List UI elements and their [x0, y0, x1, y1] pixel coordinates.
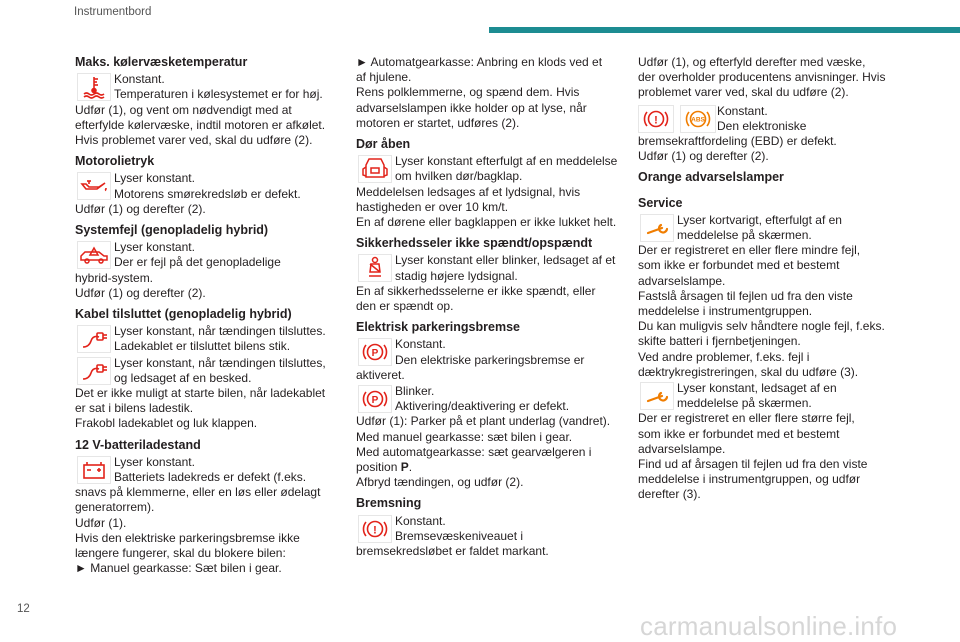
brake-warning-icon: [638, 105, 674, 133]
door-text-2: hastigheden er over 10 km/t.: [356, 199, 509, 214]
ebd-text-1: bremsekraftfordeling (EBD) er defekt.: [638, 134, 837, 149]
coolant-state: Konstant.: [114, 72, 165, 87]
parking-brake-text-2: Med manuel gearkasse: sæt bilen i gear.: [356, 429, 573, 444]
parking-brake-lamp-row-b: [356, 384, 626, 414]
col3-intro-1: Udfør (1), og efterfyld derefter med væske,: [638, 55, 866, 69]
service-meaning-a: meddelelse på skærmen.: [677, 228, 812, 243]
service-a-text-9: dæktrykregistreringen, skal du udføre (3).: [638, 364, 859, 379]
service-a-text-3: advarselslampe.: [638, 273, 726, 288]
cable-state-b: Lyser konstant, når tændingen tilsluttes,: [114, 355, 326, 370]
system-fault-state: Lyser konstant.: [114, 240, 195, 255]
battery-icon: [75, 455, 113, 485]
position-p: P: [400, 460, 409, 475]
service-a-text-2: som ikke er forbundet med et bestemt: [638, 258, 840, 273]
parking-brake-text-1: Udfør (1): Parker på et plant underlag (vandret).: [356, 414, 611, 429]
service-wrench-icon: [638, 213, 676, 243]
door-text-3: En af dørene eller bagklappen er ikke lukket helt.: [356, 215, 617, 230]
service-lamp-row-a: [638, 213, 908, 243]
battery-text-2: generatorrem).: [75, 500, 155, 515]
seatbelt-text-2: den er spændt op.: [356, 299, 454, 314]
oil-lamp-row: [75, 171, 345, 201]
column-2: [356, 55, 626, 559]
parking-brake-icon: [356, 337, 394, 367]
service-a-text-4: Fastslå årsagen til fejlen ud fra den viste: [638, 288, 853, 303]
seatbelt-meaning: stadig højere lydsignal.: [395, 268, 518, 283]
door-meaning: om hvilken dør/bagklap.: [395, 169, 523, 184]
system-fault-lamp-row: [75, 240, 345, 270]
parking-brake-lamp-row-a: [356, 337, 626, 367]
cable-text-1: Det er ikke muligt at starte bilen, når ladekablet: [75, 386, 326, 401]
service-b-text-4: Find ud af årsagen til fejlen ud fra den viste: [638, 457, 868, 472]
col2-intro-3: Rens polklemmerne, og spænd dem. Hvis: [356, 85, 580, 100]
ebd-state: Konstant.: [717, 103, 768, 118]
service-wrench-icon: [638, 381, 676, 411]
system-fault-text-1: hybrid-system.: [75, 270, 154, 285]
column-1: [75, 55, 345, 577]
oil-meaning: Motorens smørekredsløb er defekt.: [114, 186, 301, 201]
service-lamp-row-b: [638, 381, 908, 411]
seatbelt-heading: Sikkerhedsseler ikke spændt/opspændt: [356, 236, 593, 251]
hybrid-system-fault-icon: [75, 240, 113, 270]
coolant-temperature-icon: [75, 72, 113, 102]
service-b-text-1: Der er registreret en eller flere større fejl,: [638, 411, 855, 426]
battery-text-6: ► Manuel gearkasse: Sæt bilen i gear.: [75, 561, 282, 576]
cable-state-a: Lyser konstant, når tændingen tilsluttes.: [114, 324, 326, 339]
parking-brake-after: aktiveret.: [356, 367, 405, 382]
ebd-text-2: Udfør (1) og derefter (2).: [638, 149, 769, 164]
system-fault-heading: Systemfejl (genopladelig hybrid): [75, 223, 269, 238]
battery-text-3: Udfør (1).: [75, 515, 127, 530]
service-heading: Service: [638, 195, 683, 210]
svg-text:P: P: [371, 348, 379, 360]
parking-brake-meaning-b: Aktivering/deaktivering er defekt.: [395, 399, 570, 414]
parking-brake-heading: Elektrisk parkeringsbremse: [356, 320, 520, 335]
parking-brake-state-b: Blinker.: [395, 384, 435, 399]
parking-brake-position: [356, 460, 626, 475]
position-prefix: position: [356, 460, 401, 475]
oil-text-1: Udfør (1) og derefter (2).: [75, 201, 206, 216]
seatbelt-icon: [356, 253, 394, 283]
door-text-1: Meddelelsen ledsages af et lydsignal, hvis: [356, 184, 581, 199]
watermark: carmanualsonline.info: [640, 611, 898, 641]
brake-warning-icon: [356, 514, 394, 544]
coolant-heading: Maks. kølervæsketemperatur: [75, 55, 248, 69]
service-a-text-8: Ved andre problemer, f.eks. fejl i: [638, 349, 810, 364]
cable-lamp-row-b: [75, 356, 345, 386]
parking-brake-last: Afbryd tændingen, og udfør (2).: [356, 475, 524, 490]
col2-intro-1: ► Automatgearkasse: Anbring en klods ved et: [356, 55, 603, 69]
svg-text:!: !: [373, 524, 377, 537]
cable-meaning-a: Ladekablet er tilsluttet bilens stik.: [114, 339, 291, 354]
coolant-text-1: Udfør (1), og vent om nødvendigt med at: [75, 102, 292, 117]
braking-heading: Bremsning: [356, 496, 422, 511]
service-a-text-7: skifte batteri i fjernbetjeningen.: [638, 334, 801, 349]
parking-brake-meaning-a: Den elektriske parkeringsbremse er: [395, 352, 585, 367]
service-a-text-1: Der er registreret en eller flere mindre fejl,: [638, 243, 861, 258]
coolant-meaning: Temperaturen i kølesystemet er for høj.: [114, 87, 323, 102]
service-a-text-5: meddelelse i instrumentgruppen.: [638, 304, 813, 319]
battery-heading: 12 V-batteriladestand: [75, 437, 201, 452]
charging-cable-icon: [75, 356, 113, 386]
battery-state: Lyser konstant.: [114, 454, 195, 469]
seatbelt-state: Lyser konstant eller blinker, ledsaget af et: [395, 253, 616, 268]
braking-text-1: bremsekredsløbet er faldet markant.: [356, 544, 549, 559]
door-open-icon: [356, 154, 394, 184]
seatbelt-text-1: En af sikkerhedsselerne er ikke spændt, eller: [356, 283, 596, 298]
charging-cable-icon: [75, 324, 113, 354]
coolant-text-2: efterfylde kølervæske, indtil motoren er afkølet.: [75, 117, 326, 132]
col2-intro-5: motoren er startet, udføres (2).: [356, 115, 520, 130]
seatbelt-lamp-row: [356, 253, 626, 283]
ebd-meaning: Den elektroniske: [717, 118, 807, 133]
service-b-text-5: meddelelse i instrumentgruppen, og udfør: [638, 472, 861, 487]
header-accent-bar: [489, 27, 960, 33]
ebd-icons: [638, 104, 716, 134]
battery-meaning: Batteriets ladekreds er defekt (f.eks.: [114, 470, 307, 485]
svg-text:!: !: [654, 114, 658, 127]
header-section-title: Instrumentbord: [74, 6, 152, 18]
cable-meaning-b: og ledsaget af en besked.: [114, 370, 252, 385]
ebd-lamp-row: [638, 104, 908, 134]
battery-text-1: snavs på klemmerne, eller en løs eller ødelagt: [75, 485, 321, 500]
svg-text:P: P: [371, 395, 379, 407]
cable-text-3: Frakobl ladekablet og luk klappen.: [75, 416, 258, 431]
battery-text-4: Hvis den elektriske parkeringsbremse ikke: [75, 530, 300, 545]
svg-text:!: !: [93, 250, 95, 257]
abs-warning-icon: [680, 105, 716, 133]
door-heading: Dør åben: [356, 137, 411, 152]
cable-heading: Kabel tilsluttet (genopladelig hybrid): [75, 307, 292, 322]
parking-brake-text-3: Med automatgearkasse: sæt gearvælgeren i: [356, 444, 592, 459]
battery-lamp-row: [75, 455, 345, 485]
braking-state: Konstant.: [395, 513, 446, 528]
braking-meaning: Bremsevæskeniveauet i: [395, 528, 524, 543]
battery-text-5: længere fungerer, skal du blokere bilen:: [75, 546, 286, 561]
service-b-text-6: derefter (3).: [638, 487, 701, 502]
page-number: 12: [17, 603, 30, 615]
col3-intro-2: der overholder producentens anvisninger. Hvis: [638, 70, 886, 85]
oil-state: Lyser konstant.: [114, 171, 195, 186]
system-fault-meaning: Der er fejl på det genopladelige: [114, 255, 281, 270]
cable-lamp-row-a: [75, 324, 345, 354]
oil-pressure-icon: [75, 171, 113, 201]
service-b-text-3: advarselslampe.: [638, 441, 726, 456]
cable-text-2: er sat i bilens ladestik.: [75, 401, 194, 416]
oil-heading: Motorolietryk: [75, 154, 155, 169]
service-state-a: Lyser kortvarigt, efterfulgt af en: [677, 212, 842, 227]
system-fault-text-2: Udfør (1) og derefter (2).: [75, 285, 206, 300]
braking-lamp-row: [356, 514, 626, 544]
coolant-lamp-row: [75, 72, 345, 102]
column-3: [638, 55, 908, 503]
service-b-text-2: som ikke er forbundet med et bestemt: [638, 426, 840, 441]
door-state: Lyser konstant efterfulgt af en meddelelse: [395, 154, 618, 169]
orange-lamps-heading: Orange advarselslamper: [638, 170, 784, 185]
door-lamp-row: [356, 154, 626, 184]
service-a-text-6: Du kan muligvis selv håndtere nogle fejl, f.eks.: [638, 319, 885, 334]
service-meaning-b: meddelelse på skærmen.: [677, 396, 812, 411]
col2-intro-2: af hjulene.: [356, 70, 412, 85]
parking-brake-state-a: Konstant.: [395, 337, 446, 352]
parking-brake-icon: [356, 384, 394, 414]
position-suffix: .: [408, 460, 413, 475]
abs-label: ABS: [691, 116, 705, 124]
col3-intro-3: problemet varer ved, skal du udføre (2).: [638, 85, 849, 100]
coolant-text-3: Hvis problemet varer ved, skal du udføre (2).: [75, 133, 313, 148]
col2-intro-4: advarselslampen ikke holder op at lyse, når: [356, 100, 587, 115]
service-state-b: Lyser konstant, ledsaget af en: [677, 381, 837, 396]
